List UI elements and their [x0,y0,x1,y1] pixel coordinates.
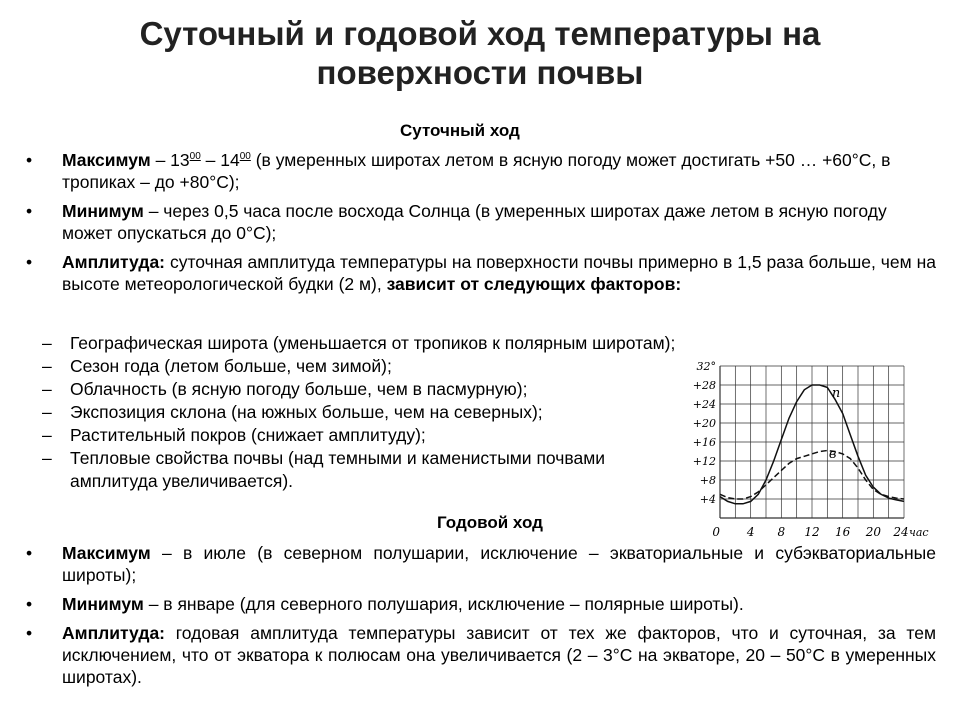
chart-series-label: п [831,385,841,401]
daily-temperature-chart [676,356,929,544]
daily-min-item [24,200,936,244]
chart-x-tick-label: 8 [777,525,786,539]
daily-bullets [24,149,936,295]
daily-amp-label: Амплитуда: [62,252,166,272]
annual-max-item [24,542,936,586]
annual-min-item [24,593,936,615]
factor-item: – Облачность (в ясную погоду больше, чем в пасмурную); [40,378,680,401]
annual-amp-item [24,622,936,688]
daily-max-time-start: – 13 [150,150,190,170]
daily-max-time-start-minutes: 00 [189,151,201,162]
annual-max-text: – в июле (в северном полушарии, исключение – экваториальные и субэкваториальные широты); [62,543,936,585]
chart-x-unit-label: час [909,526,929,539]
daily-amp-item [24,251,936,295]
annual-amp-label: Амплитуда: [62,623,166,643]
daily-max-time-end-minutes: 00 [239,151,251,162]
chart-x-tick-label: 24 [893,525,909,539]
factor-item: – Растительный покров (снижает амплитуду); [40,424,680,447]
chart-x-tick-label: 20 [865,525,881,539]
chart-y-tick-label: +12 [692,455,716,468]
chart-y-tick-label: +4 [699,493,716,506]
factor-item: – Тепловые свойства почвы (над темными и каменистыми почвами амплитуда увеличивается). [40,447,618,493]
chart-y-tick-label: 32° [696,360,716,373]
annual-min-label: Минимум [62,594,144,614]
slide-title-line-2: поверхности почвы [316,54,644,91]
factor-item: – Сезон года (летом больше, чем зимой); [40,355,680,378]
annual-amp-text: годовая амплитуда температуры зависит от тех же факторов, что и суточная, за тем исключением, что от экватора к полюсам она увеличивается (2 – 3°С на экваторе, 20 – 50°С в умеренных широтах). [62,623,936,687]
chart-x-tick-label: 12 [804,525,820,539]
chart-x-tick-label: 16 [835,525,851,539]
daily-max-time-end: – 14 [200,150,240,170]
chart-y-tick-label: +24 [692,398,716,411]
slide-title-line-1: Суточный и годовой ход температуры на [139,15,821,52]
annual-max-label: Максимум [62,543,151,563]
daily-factors-list [40,332,680,493]
chart-series-label: в [828,447,837,463]
daily-max-text: (в умеренных широтах летом в ясную погоду может достигать +50 … +60°С, в тропиках – до +80°С); [62,150,891,192]
chart-x-tick-label: 0 [712,525,720,539]
annual-heading: Годовой ход [437,513,543,532]
chart-y-tick-label: +16 [692,436,716,449]
daily-max-label: Максимум [62,150,151,170]
chart-y-tick-label: +20 [692,417,716,430]
daily-heading: Суточный ход [400,121,520,140]
annual-bullets [24,542,936,688]
daily-amp-factors-lead: зависит от следующих факторов: [386,274,682,294]
chart-y-tick-label: +8 [699,474,716,487]
chart-x-tick-label: 4 [746,525,755,539]
slide-title [0,14,960,92]
factor-item: – Экспозиция склона (на южных больше, чем на северных); [40,401,680,424]
chart-y-tick-label: +28 [692,379,716,392]
daily-amp-text: суточная амплитуда температуры на поверхности почвы примерно в 1,5 раза больше, чем на высоте метеорологической будки (2 м), [62,252,936,294]
annual-min-text: – в январе (для северного полушария, исключение – полярные широты). [143,594,744,614]
daily-min-label: Минимум [62,201,144,221]
daily-min-text: – через 0,5 часа после восхода Солнца (в умеренных широтах даже летом в ясную погоду может опускаться до 0°С); [62,201,887,243]
factor-item: – Географическая широта (уменьшается от тропиков к полярным широтам); [40,332,680,355]
daily-max-item [24,149,936,193]
